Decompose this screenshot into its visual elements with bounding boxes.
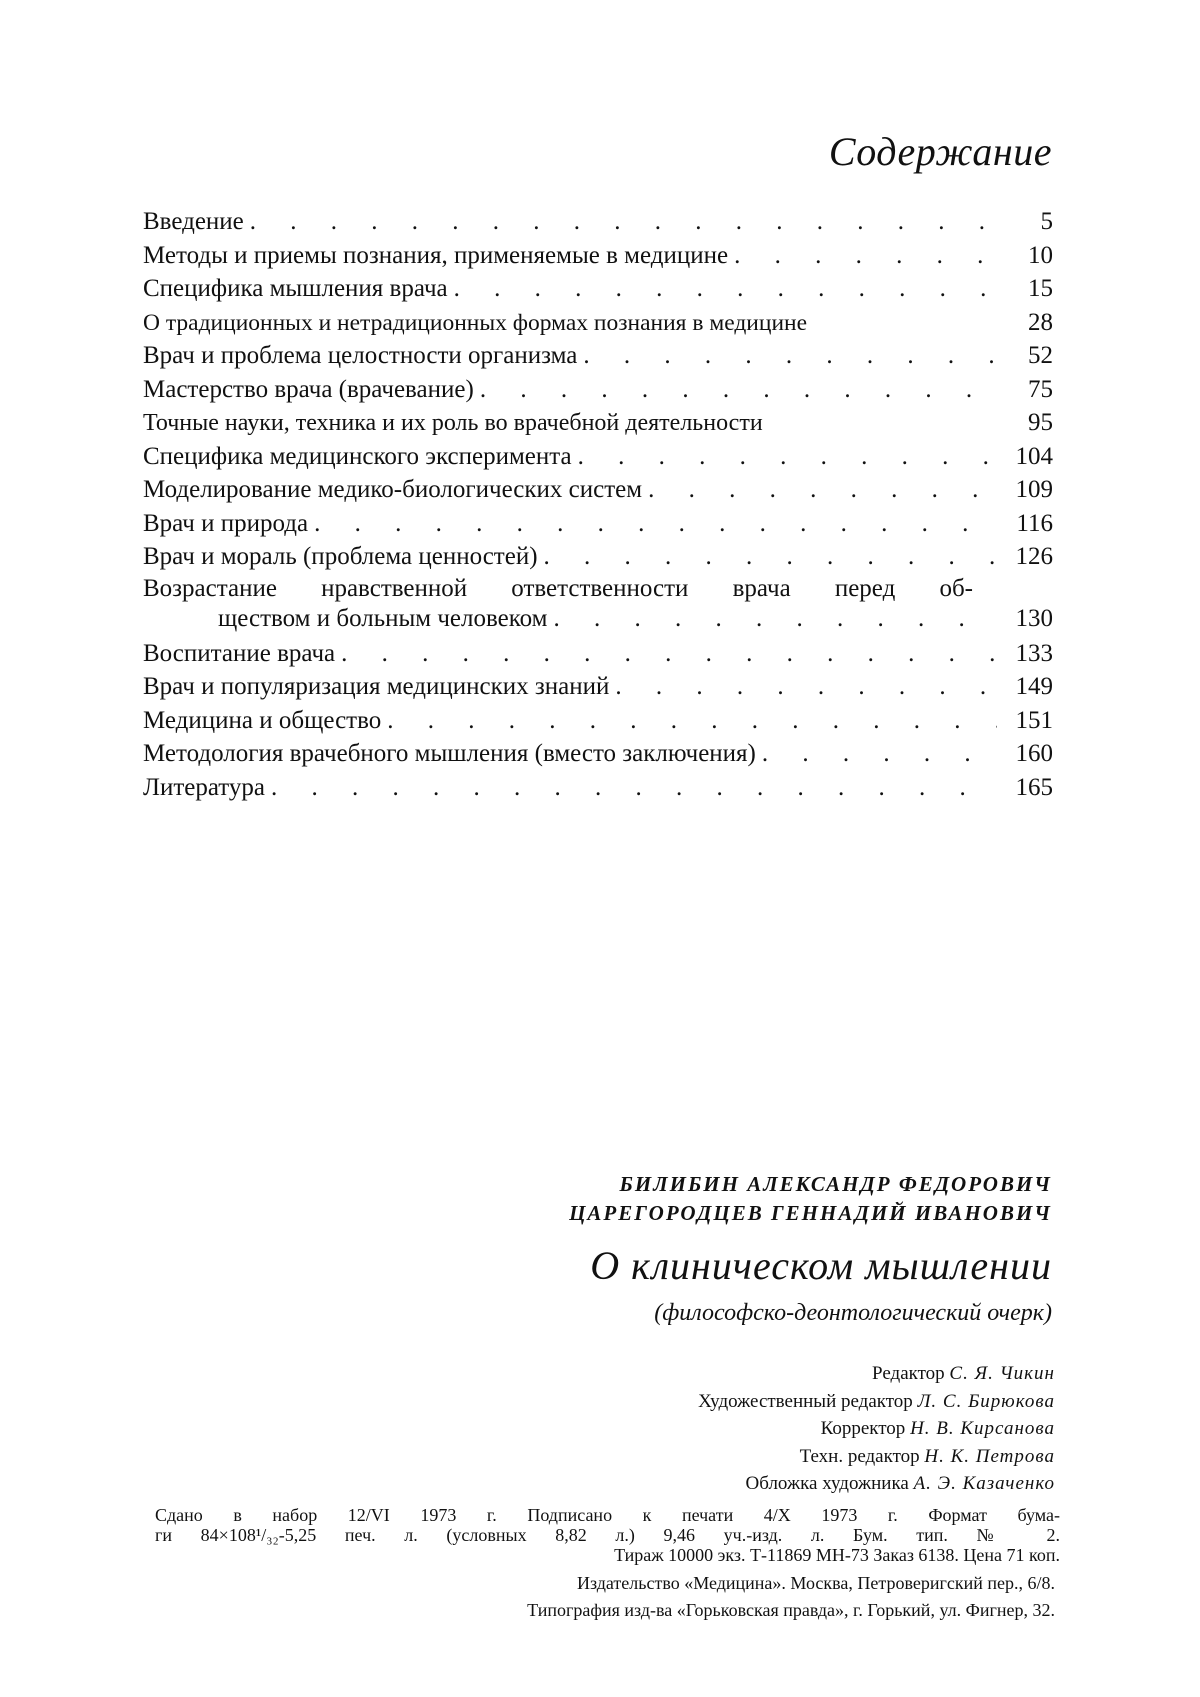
book-title: О клиническом мышлении <box>590 1243 1052 1288</box>
credit-role: Редактор <box>872 1363 945 1384</box>
dot-leader <box>615 670 997 704</box>
table-of-contents <box>143 205 1053 804</box>
toc-entry <box>143 373 1053 407</box>
credit-role: Художественный редактор <box>698 1390 913 1412</box>
toc-entry-label: Воспитание врача <box>143 639 336 667</box>
toc-entry-page: 75 <box>1028 375 1053 403</box>
credit-name: А. Э. Казаченко <box>913 1473 1055 1494</box>
toc-entry <box>143 507 1053 541</box>
publisher-info <box>527 1570 1055 1624</box>
toc-entry-page: 10 <box>1028 241 1053 269</box>
toc-entry-label: Методы и приемы познания, применяемые в медицине <box>143 241 729 269</box>
toc-entry <box>143 339 1053 373</box>
toc-title: Содержание <box>828 129 1052 174</box>
toc-entry-label: Методология врачебного мышления (вместо заключения) <box>143 740 756 767</box>
toc-entry-label: О традиционных и нетрадиционных формах познания в медицине <box>143 309 808 336</box>
imprint-line: Тираж 10000 экз. Т-11869 МН-73 Заказ 6138. Цена 71 коп. <box>614 1545 1060 1565</box>
book-subtitle: (философско-деонтологический очерк) <box>654 1300 1052 1326</box>
toc-entry <box>143 670 1053 704</box>
author-name: ЦАРЕГОРОДЦЕВ ГЕННАДИЙ ИВАНОВИЧ <box>569 1201 1052 1225</box>
credit-line <box>698 1415 1055 1443</box>
toc-entry <box>143 440 1053 474</box>
credit-name: С. Я. Чикин <box>949 1363 1055 1384</box>
dot-leader <box>578 440 997 474</box>
toc-entry-label: Врач и проблема целостности организма <box>143 342 578 369</box>
toc-entry <box>143 637 1053 671</box>
toc-entry-page: 109 <box>1015 476 1053 503</box>
toc-entry-label: Врач и природа <box>143 509 309 537</box>
toc-entry <box>143 771 1053 805</box>
credit-name: Н. К. Петрова <box>924 1445 1055 1467</box>
toc-entry-label: Врач и популяризация медицинских знаний <box>143 673 610 700</box>
publisher-line: Издательство «Медицина». Москва, Петроверигский пер., 6/8. <box>576 1573 1055 1593</box>
toc-entry-label: Литература <box>143 773 265 801</box>
toc-entry-page: 104 <box>1015 442 1053 470</box>
dot-leader <box>553 604 997 634</box>
toc-entry-page: 151 <box>1015 706 1053 734</box>
toc-entry-page: 15 <box>1028 275 1053 302</box>
dot-leader <box>271 771 997 805</box>
toc-entry <box>143 205 1053 239</box>
toc-entry <box>143 704 1053 738</box>
toc-entry-page: 133 <box>1015 639 1053 667</box>
toc-entry-page: 130 <box>1015 604 1053 632</box>
credits <box>698 1360 1055 1498</box>
toc-entry-label: Моделирование медико-биологических систем <box>143 476 643 503</box>
toc-entry-page: 95 <box>1028 409 1053 436</box>
toc-entry <box>143 574 1053 634</box>
printer-line: Типография изд-ва «Горьковская правда», г. Горький, ул. Фигнер, 32. <box>527 1600 1055 1620</box>
credit-line <box>698 1388 1055 1416</box>
credit-line <box>698 1443 1055 1471</box>
toc-entry <box>143 737 1053 771</box>
credit-line <box>698 1470 1055 1498</box>
toc-entry-label: Мастерство врача (врачевание) <box>143 375 474 403</box>
toc-entry <box>143 306 1053 340</box>
toc-entry <box>143 540 1053 574</box>
toc-entry-label: Врач и мораль (проблема ценностей) <box>143 543 538 570</box>
credit-name: Л. С. Бирюкова <box>917 1390 1055 1412</box>
toc-entry-page: 116 <box>1016 509 1053 537</box>
dot-leader <box>250 205 997 239</box>
toc-entry <box>143 239 1053 273</box>
toc-entry-label-line1: Возрастание нравственной ответственности врача перед об- <box>143 574 973 602</box>
toc-entry-label: Специфика мышления врача <box>143 275 448 302</box>
toc-entry-page: 126 <box>1015 543 1053 570</box>
imprint-line: ги 84×108¹/₃₂-5,25 печ. л. (условных 8,82 л.) 9,46 уч.-изд. л. Бум. тип. № 2. <box>155 1525 1060 1545</box>
dot-leader <box>762 737 997 771</box>
toc-entry-label-line2: ществом и больным человеком <box>218 604 548 632</box>
toc-entry-page: 160 <box>1015 740 1053 767</box>
toc-entry-line2 <box>143 604 1053 634</box>
dot-leader <box>341 637 997 671</box>
credit-role: Обложка художника <box>745 1473 909 1494</box>
toc-entry <box>143 272 1053 306</box>
toc-entry-page: 5 <box>1040 208 1053 235</box>
toc-entry <box>143 473 1053 507</box>
toc-entry-page: 149 <box>1015 673 1053 700</box>
toc-entry-page: 165 <box>1015 773 1053 801</box>
dot-leader <box>480 373 997 407</box>
dot-leader <box>314 507 997 541</box>
toc-entry-label: Специфика медицинского эксперимента <box>143 442 572 470</box>
dot-leader <box>544 540 997 574</box>
credit-name: Н. В. Кирсанова <box>910 1418 1055 1439</box>
dot-leader <box>734 239 997 273</box>
dot-leader <box>583 339 997 373</box>
imprint <box>155 1505 1060 1565</box>
dot-leader <box>454 272 997 306</box>
toc-entry-label: Точные науки, техника и их роль во врачебной деятельности <box>143 410 763 436</box>
dot-leader <box>387 704 997 738</box>
author-name: БИЛИБИН АЛЕКСАНДР ФЕДОРОВИЧ <box>619 1172 1052 1196</box>
toc-entry-label: Введение <box>143 208 244 235</box>
credit-role: Корректор <box>820 1418 906 1439</box>
dot-leader <box>648 473 997 507</box>
toc-entry-label: Медицина и общество <box>143 706 382 734</box>
toc-entry-page: 52 <box>1028 342 1053 369</box>
toc-entry-page: 28 <box>1028 308 1053 336</box>
authors <box>569 1170 1052 1228</box>
toc-entry <box>143 406 1053 440</box>
credit-role: Техн. редактор <box>799 1445 920 1467</box>
credit-line <box>698 1360 1055 1388</box>
imprint-line: Сдано в набор 12/VI 1973 г. Подписано к печати 4/X 1973 г. Формат бума- <box>155 1505 1060 1525</box>
